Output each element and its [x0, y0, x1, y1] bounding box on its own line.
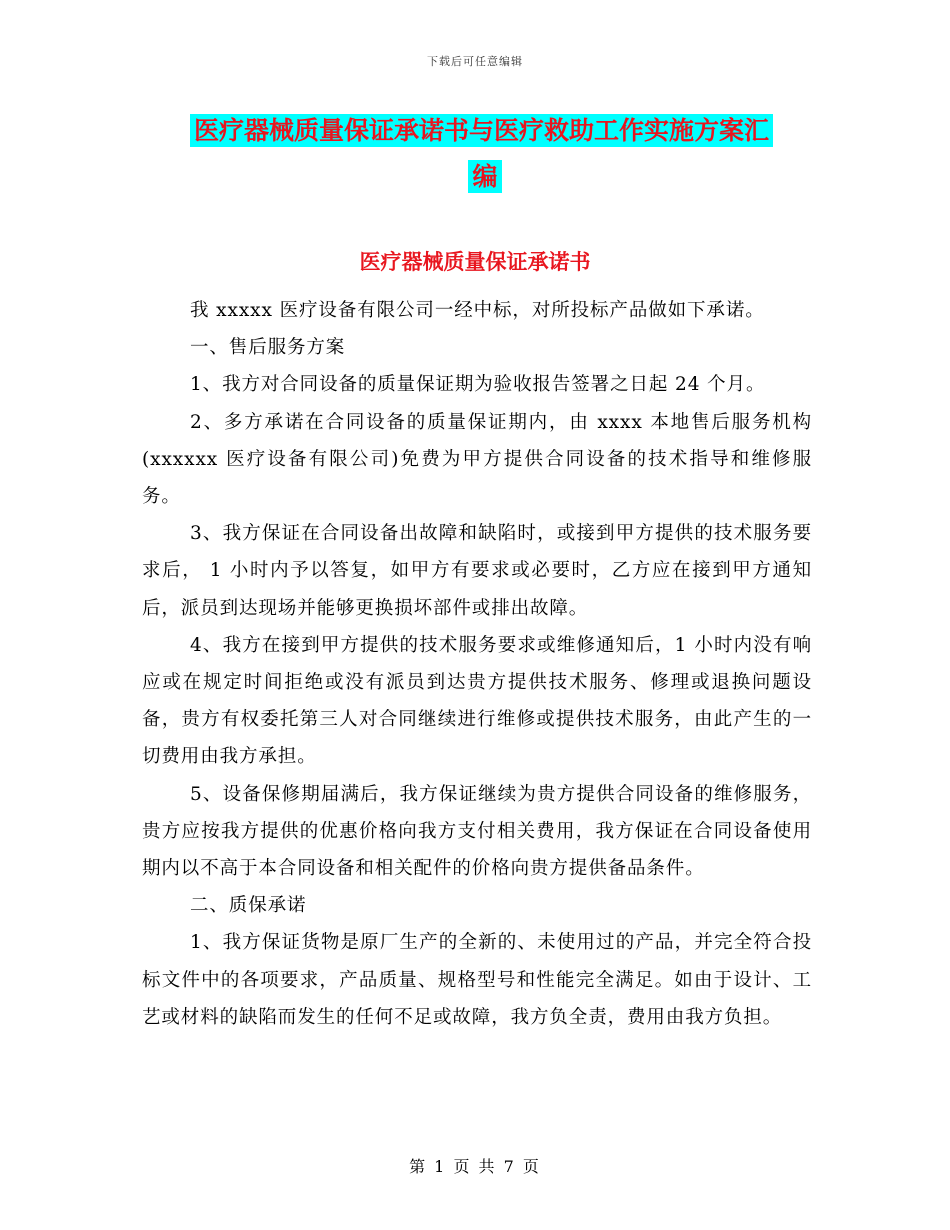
header-note: 下载后可任意编辑 — [427, 55, 523, 68]
title-line-2: 编 — [190, 154, 810, 200]
heading-after-sales: 一、售后服务方案 — [190, 337, 346, 359]
heading-warranty: 二、质保承诺 — [190, 895, 307, 917]
page-footer: 第 1 页 共 7 页 — [409, 1157, 541, 1176]
paragraph-item-4: 4、我方在接到甲方提供的技术服务要求或维修通知后，1 小时内没有响应或在规定时间拒绝或没有派员到达贵方提供技术服务、修理或退换问题设备，贵方有权委托第三人对合同继续进行维修或提供技术服务，由此产生的一切费用由我方承担。 — [142, 634, 812, 768]
paragraph-item-5: 5、设备保修期届满后，我方保证继续为贵方提供合同设备的维修服务，贵方应按我方提供的优惠价格向我方支付相关费用，我方保证在合同设备使用期内以不高于本合同设备和相关配件的价格向贵方提供备品条件。 — [142, 783, 812, 880]
paragraph-warranty-1: 1、我方保证货物是原厂生产的全新的、未使用过的产品，并完全符合投标文件中的各项要求，产品质量、规格型号和性能完全满足。如由于设计、工艺或材料的缺陷而发生的任何不足或故障，我方负全责，费用由我方负担。 — [142, 932, 812, 1028]
paragraph-item-3: 3、我方保证在合同设备出故障和缺陷时，或接到甲方提供的技术服务要求后， 1 小时内予以答复，如甲方有要求或必要时，乙方应在接到甲方通知后，派员到达现场并能够更换损坏部件或排出故障。 — [142, 523, 812, 619]
body-text — [142, 292, 812, 1036]
section-title: 医疗器械质量保证承诺书 — [359, 249, 591, 274]
paragraph-item-1: 1、我方对合同设备的质量保证期为验收报告签署之日起 24 个月。 — [190, 374, 766, 396]
document-title — [190, 108, 810, 200]
title-line-1: 医疗器械质量保证承诺书与医疗救助工作实施方案汇 — [190, 108, 810, 154]
paragraph-intro: 我 xxxxx 医疗设备有限公司一经中标，对所投标产品做如下承诺。 — [190, 300, 765, 321]
paragraph-item-2: 2、多方承诺在合同设备的质量保证期内，由 xxxx 本地售后服务机构(xxxxxx 医疗设备有限公司)免费为甲方提供合同设备的技术指导和维修服务。 — [142, 411, 812, 508]
